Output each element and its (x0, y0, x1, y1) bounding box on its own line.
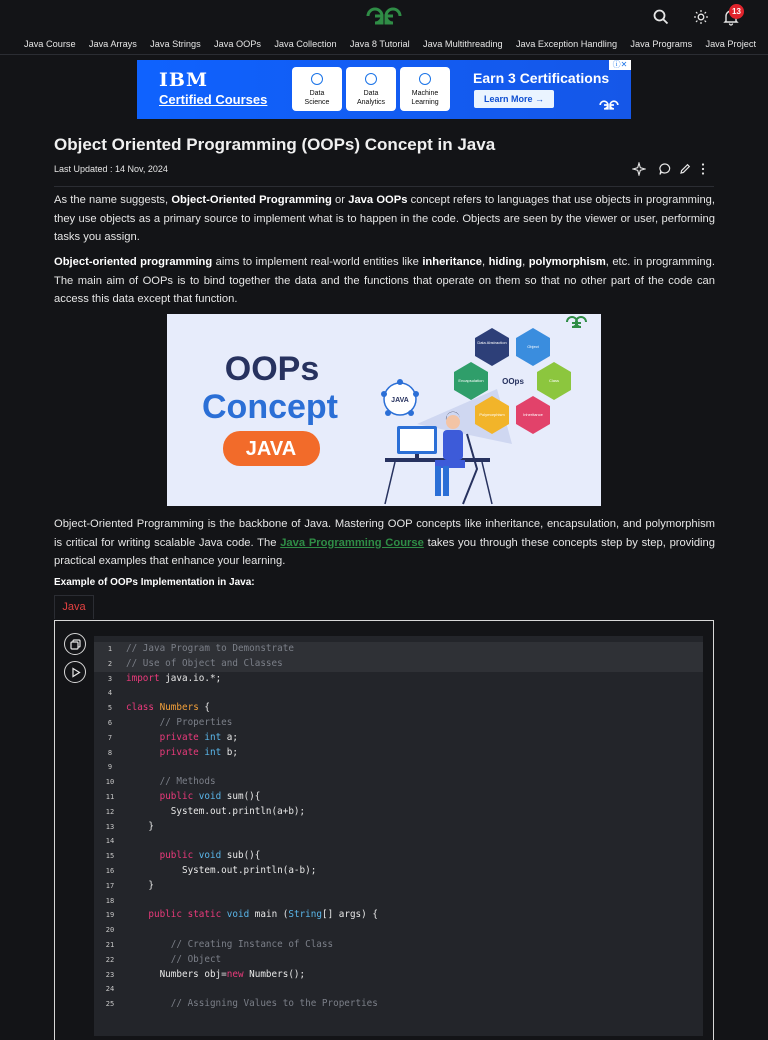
code-line (94, 849, 703, 864)
code-token: } (126, 879, 154, 891)
line-number: 6 (107, 719, 113, 727)
sparkle-icon[interactable] (632, 162, 646, 176)
code-token: Numbers(); (243, 968, 306, 980)
code-line (94, 746, 703, 761)
bold-term: inheritance (422, 256, 482, 268)
line-number: 19 (105, 911, 115, 920)
text: As the name suggests, (54, 194, 172, 206)
top-bar (0, 0, 768, 33)
hex-label: Encapsulation (458, 378, 484, 383)
search-icon[interactable] (652, 8, 670, 26)
ad-card-line: Analytics (356, 99, 385, 106)
example-heading: Example of OOPs Implementation in Java: (54, 577, 255, 588)
theme-toggle-icon[interactable] (692, 8, 710, 26)
code-token (126, 791, 160, 802)
play-icon (70, 667, 81, 678)
divider (54, 186, 714, 187)
hex-label: Polymorphism (479, 412, 505, 417)
line-number: 15 (105, 852, 115, 861)
line-number: 17 (105, 881, 115, 890)
code-token: public (159, 791, 194, 802)
edit-icon[interactable] (678, 162, 692, 176)
more-options-icon[interactable] (696, 162, 710, 176)
code-token: static (187, 909, 222, 921)
nav-item-java-multithreading[interactable]: Java Multithreading (422, 38, 503, 49)
chart-icon (365, 73, 377, 85)
code-block (54, 620, 714, 1040)
ad-card-line: Learning (411, 99, 439, 106)
bold-term: Object-oriented programming (54, 256, 213, 268)
code-token (126, 717, 160, 728)
gfg-logo (567, 317, 586, 327)
page-title: Object Oriented Programming (OOPs) Concept in Java (54, 135, 496, 154)
bold-term: hiding (488, 256, 523, 268)
gfg-logo[interactable] (364, 5, 404, 27)
code-line (94, 982, 703, 997)
hero-line1: OOPs (224, 350, 320, 388)
ad-banner[interactable] (137, 60, 631, 119)
nav-item-java-collection[interactable]: Java Collection (274, 38, 337, 49)
hex-center-label: OOps (502, 377, 524, 386)
code-line (94, 790, 703, 805)
text: , (482, 256, 489, 268)
code-token: private (159, 746, 199, 758)
text: , etc. in programming. The main aim of OOPs is to bind together the data and the functions that operate on them so that no other part of the code can access this data except that function. (54, 256, 715, 305)
text: aims to implement real-world entities like (212, 256, 423, 268)
code-line (94, 731, 703, 746)
text: concept refers to languages that use objects in programming, they use objects as a primary source to implement what is to happen in the code. Objects are seen by the viewer or user, performing tasks you assign. (54, 194, 715, 243)
comment-icon[interactable] (658, 162, 672, 176)
text: takes you through these concepts step by step, providing practical examples that enhance your learning. (54, 536, 715, 567)
ad-card-line: Machine (411, 90, 439, 97)
code-token (126, 776, 160, 787)
code-token: { (198, 702, 210, 714)
code-line (94, 805, 703, 820)
code-line (94, 834, 703, 849)
code-line (94, 701, 703, 716)
code-token (126, 939, 171, 950)
code-token: int (204, 731, 222, 743)
line-number: 5 (107, 704, 113, 713)
line-number: 2 (107, 659, 113, 668)
code-line (94, 953, 703, 968)
code-line (94, 775, 703, 790)
gfg-logo (598, 98, 620, 112)
code-line (94, 864, 703, 879)
bold-term: Java OOPs (348, 194, 408, 206)
code-token: new (226, 968, 244, 980)
code-token: } (126, 820, 154, 832)
ad-card-data-analytics[interactable] (346, 67, 396, 111)
bold-term: Object-Oriented Programming (171, 194, 332, 206)
line-number: 20 (105, 926, 115, 935)
hex-label: Data Abstraction (477, 340, 507, 345)
run-button[interactable] (64, 661, 86, 683)
oops-concept-illustration (167, 314, 601, 506)
line-number: 1 (107, 645, 113, 653)
copy-icon (70, 639, 81, 650)
nav-item-java-programs[interactable]: Java Programs (630, 38, 693, 49)
code-token: // Assigning Values to the Properties (170, 998, 378, 1010)
ad-card-data-science[interactable] (292, 67, 342, 111)
tab-java[interactable]: Java (54, 595, 94, 619)
line-number: 7 (107, 733, 113, 742)
code-line (94, 642, 703, 657)
code-token: // Properties (159, 717, 233, 728)
line-number: 3 (107, 674, 113, 683)
code-token: void (226, 909, 250, 921)
code-line (94, 997, 703, 1012)
ad-card-machine-learning[interactable] (400, 67, 450, 111)
hex-label: Object (527, 344, 539, 349)
code-line (94, 908, 703, 923)
code-token (126, 909, 148, 920)
learn-more-button[interactable]: Learn More → (474, 90, 554, 108)
code-token: import (126, 672, 160, 684)
nav-item-java-oops[interactable]: Java OOPs (214, 38, 262, 49)
network-graph (381, 379, 419, 416)
code-line (94, 968, 703, 983)
code-token: // Object (170, 953, 222, 965)
code-line (94, 672, 703, 687)
code-token: public (148, 909, 182, 921)
code-token: public (159, 850, 194, 862)
topic-nav (0, 33, 768, 55)
line-number: 18 (105, 896, 115, 905)
code-token: Numbers (159, 702, 199, 714)
line-number: 12 (105, 807, 115, 816)
nav-item-java-project[interactable]: Java Project (705, 38, 757, 49)
code-token: sub(){ (221, 850, 261, 862)
hex-label: Class (548, 378, 560, 383)
code-token: int (204, 746, 222, 758)
intro-paragraph (54, 191, 715, 247)
nav-item-java-course[interactable]: Java Course (24, 38, 76, 49)
code-token (126, 850, 160, 861)
text: Object-Oriented Programming is the backbone of Java. Mastering OOP concepts like inheritance, encapsulation, and polymorphism is critical for writing scalable Java code. The (54, 518, 715, 549)
ad-close-icon[interactable]: ⓘ✕ (609, 60, 631, 70)
nav-item-java-exception-handling[interactable]: Java Exception Handling (515, 38, 618, 49)
java-badge-label: JAVA (245, 438, 297, 460)
line-number: 16 (105, 867, 115, 875)
code-line (94, 657, 703, 672)
code-line (94, 938, 703, 953)
code-editor[interactable] (94, 636, 703, 1036)
code-token (126, 747, 160, 758)
atom-icon (311, 73, 323, 85)
code-token: main ( (249, 909, 289, 921)
code-line (94, 686, 703, 701)
code-token: private (159, 731, 199, 743)
line-number: 8 (107, 748, 113, 757)
code-token: // Creating Instance of Class (170, 939, 334, 950)
nav-item-java-strings[interactable]: Java Strings (150, 38, 201, 49)
code-token: Numbers obj= (126, 968, 227, 980)
line-number: 23 (105, 970, 115, 979)
code-line (94, 716, 703, 731)
oop-aim-paragraph (54, 253, 715, 309)
code-token: void (198, 850, 222, 862)
java-node-label: JAVA (391, 397, 409, 404)
text: or (331, 194, 349, 206)
code-line (94, 879, 703, 894)
code-token: String (288, 909, 322, 921)
ad-card-line: Science (304, 99, 330, 106)
line-number: 9 (107, 763, 113, 772)
line-number: 24 (105, 985, 115, 994)
backbone-paragraph (54, 515, 715, 571)
text: , (522, 256, 529, 268)
ad-cta-title: Earn 3 Certifications (473, 70, 610, 86)
code-token (126, 998, 171, 1009)
code-token: [] args) { (321, 909, 378, 921)
line-number: 25 (105, 1000, 115, 1009)
code-token: // Methods (159, 776, 216, 788)
ad-card-line: Data (363, 90, 379, 97)
code-line (94, 820, 703, 835)
ad-card-line: Data (309, 90, 325, 97)
notification-badge: 13 (729, 4, 744, 19)
copy-button[interactable] (64, 633, 86, 655)
ad-brand: IBM (159, 69, 208, 91)
code-token: a; (221, 731, 238, 743)
java-course-link[interactable]: Java Programming Course (280, 536, 424, 549)
code-token: System.out.println(a+b); (126, 805, 306, 817)
last-updated: Last Updated : 14 Nov, 2024 (54, 164, 168, 174)
nav-item-java-arrays[interactable]: Java Arrays (88, 38, 137, 49)
line-number: 22 (105, 955, 115, 964)
illustration-svg (167, 314, 601, 506)
code-token: sum(){ (221, 791, 261, 802)
line-number: 13 (105, 822, 115, 831)
code-token (126, 732, 160, 743)
code-token: // Use of Object and Classes (126, 657, 283, 669)
code-line (94, 760, 703, 775)
line-number: 4 (107, 689, 113, 698)
code-token (126, 954, 171, 965)
code-line (94, 894, 703, 909)
line-number: 21 (105, 941, 115, 949)
code-line (94, 923, 703, 938)
code-token: void (198, 791, 222, 802)
ad-headline: Certified Courses (159, 92, 268, 107)
code-token: java.io.*; (159, 672, 222, 684)
bold-term: polymorphism (528, 256, 606, 268)
nav-item-java-8-tutorial[interactable]: Java 8 Tutorial (349, 38, 410, 49)
code-token: // Java Program to Demonstrate (126, 643, 294, 654)
brain-icon (419, 73, 431, 85)
line-number: 11 (105, 793, 115, 801)
code-token: System.out.println(a-b); (126, 865, 317, 876)
line-number: 14 (105, 837, 115, 846)
line-number: 10 (105, 778, 115, 787)
code-token: class (126, 702, 154, 714)
hero-line2: Concept (202, 388, 338, 426)
code-token: b; (221, 746, 238, 758)
hex-label: Inheritance (523, 412, 543, 417)
